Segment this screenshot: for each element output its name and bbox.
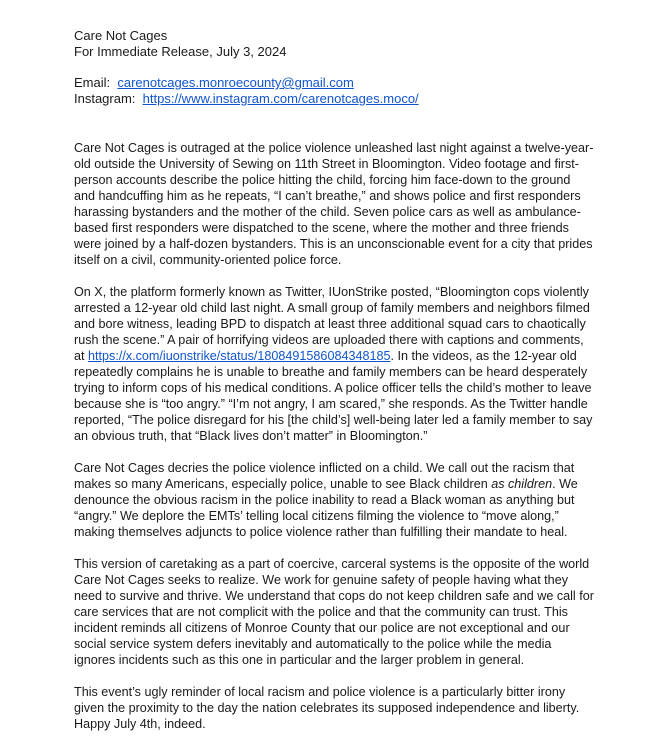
tweet-link[interactable]: https://x.com/iuonstrike/status/1808491586084348185 <box>88 349 391 363</box>
instagram-label: Instagram: <box>74 91 136 106</box>
paragraph-5: This event’s ugly reminder of local racism and police violence is a particularly bitter irony given the proximity to the day the nation celebrates its supposed independence and liberty. Happy July 4th, indeed. <box>74 685 580 731</box>
org-name: Care Not Cages <box>74 28 168 43</box>
instagram-link[interactable]: https://www.instagram.com/carenotcages.moco/ <box>142 91 419 106</box>
paragraph-2-text-a: On X, the platform formerly known as Twitter, IUonStrike posted, “Bloomington cops violently arrested a 12-year old child last night. A small group of family members and neighbors filmed and bore witness, leading BPD to dispatch at least three additional squad cars to chaotically rush the scene.” A pair of horrifying videos are uploaded there with captions and comments, at <box>74 285 590 363</box>
email-label: Email: <box>74 75 111 90</box>
instagram-row <box>74 91 419 107</box>
paragraph-3-text-a: Care Not Cages decries the police violence inflicted on a child. We call out the racism that makes so many Americans, especially police, unable to see Black children <box>74 461 575 491</box>
release-date: For Immediate Release, July 3, 2024 <box>74 44 287 59</box>
email-row <box>74 75 419 91</box>
contact-block <box>74 75 419 107</box>
paragraph-3-text-b: . We denounce the obvious racism in the police inability to read a Black woman as anything but “angry.” We deplore the EMTs’ telling local citizens filming the violence to “move along,” making themselves adjuncts to police violence rather than fulfilling their mandate to heal. <box>74 477 578 539</box>
press-release-body <box>74 140 594 748</box>
paragraph-1: Care Not Cages is outraged at the police violence unleashed last night against a twelve-year-old outside the University of Sewing on 11th Street in Bloomington. Video footage and first-person accounts describe the police hitting the child, forcing him face-down to the ground and handcuffing him as he repeats, “I can’t breathe,” and shows police and first responders harassing bystanders and the mother of the child. Seven police cars as well as ambulance-based first responders were dispatched to the scene, where the mother and three friends were joined by a half-dozen bystanders. This is an unconscionable event for a city that prides itself on a civil, community-oriented police force. <box>74 141 594 267</box>
paragraph-3 <box>74 460 594 540</box>
paragraph-2 <box>74 284 594 444</box>
email-link[interactable]: carenotcages.monroecounty@gmail.com <box>117 75 354 90</box>
paragraph-3-emphasis: as children <box>491 477 553 491</box>
paragraph-4: This version of caretaking as a part of coercive, carceral systems is the opposite of the world Care Not Cages seeks to realize. We work for genuine safety of people having what they need to survive and thrive. We understand that cops do not keep children safe and we call for care services that are not complicit with the police and that the community can trust. This incident reminds all citizens of Monroe County that our police are not exceptional and our social service system defers inevitably and automatically to the police while the media ignores incidents such as this one in particular and the larger problem in general. <box>74 557 594 667</box>
paragraph-2-text-b: . In the videos, as the 12-year old repeatedly complains he is unable to breathe and family members can be heard desperately trying to inform cops of his medical conditions. A police officer tells the child’s mother to leave because she is “too angry.” “I’m not angry, I am scared,” she responds. As the Twitter handle reported, “The police disregard for his [the child’s] well-being later led a family member to say an obvious truth, that “Black lives don’t matter” in Bloomington.” <box>74 349 593 443</box>
document-header <box>74 28 286 60</box>
